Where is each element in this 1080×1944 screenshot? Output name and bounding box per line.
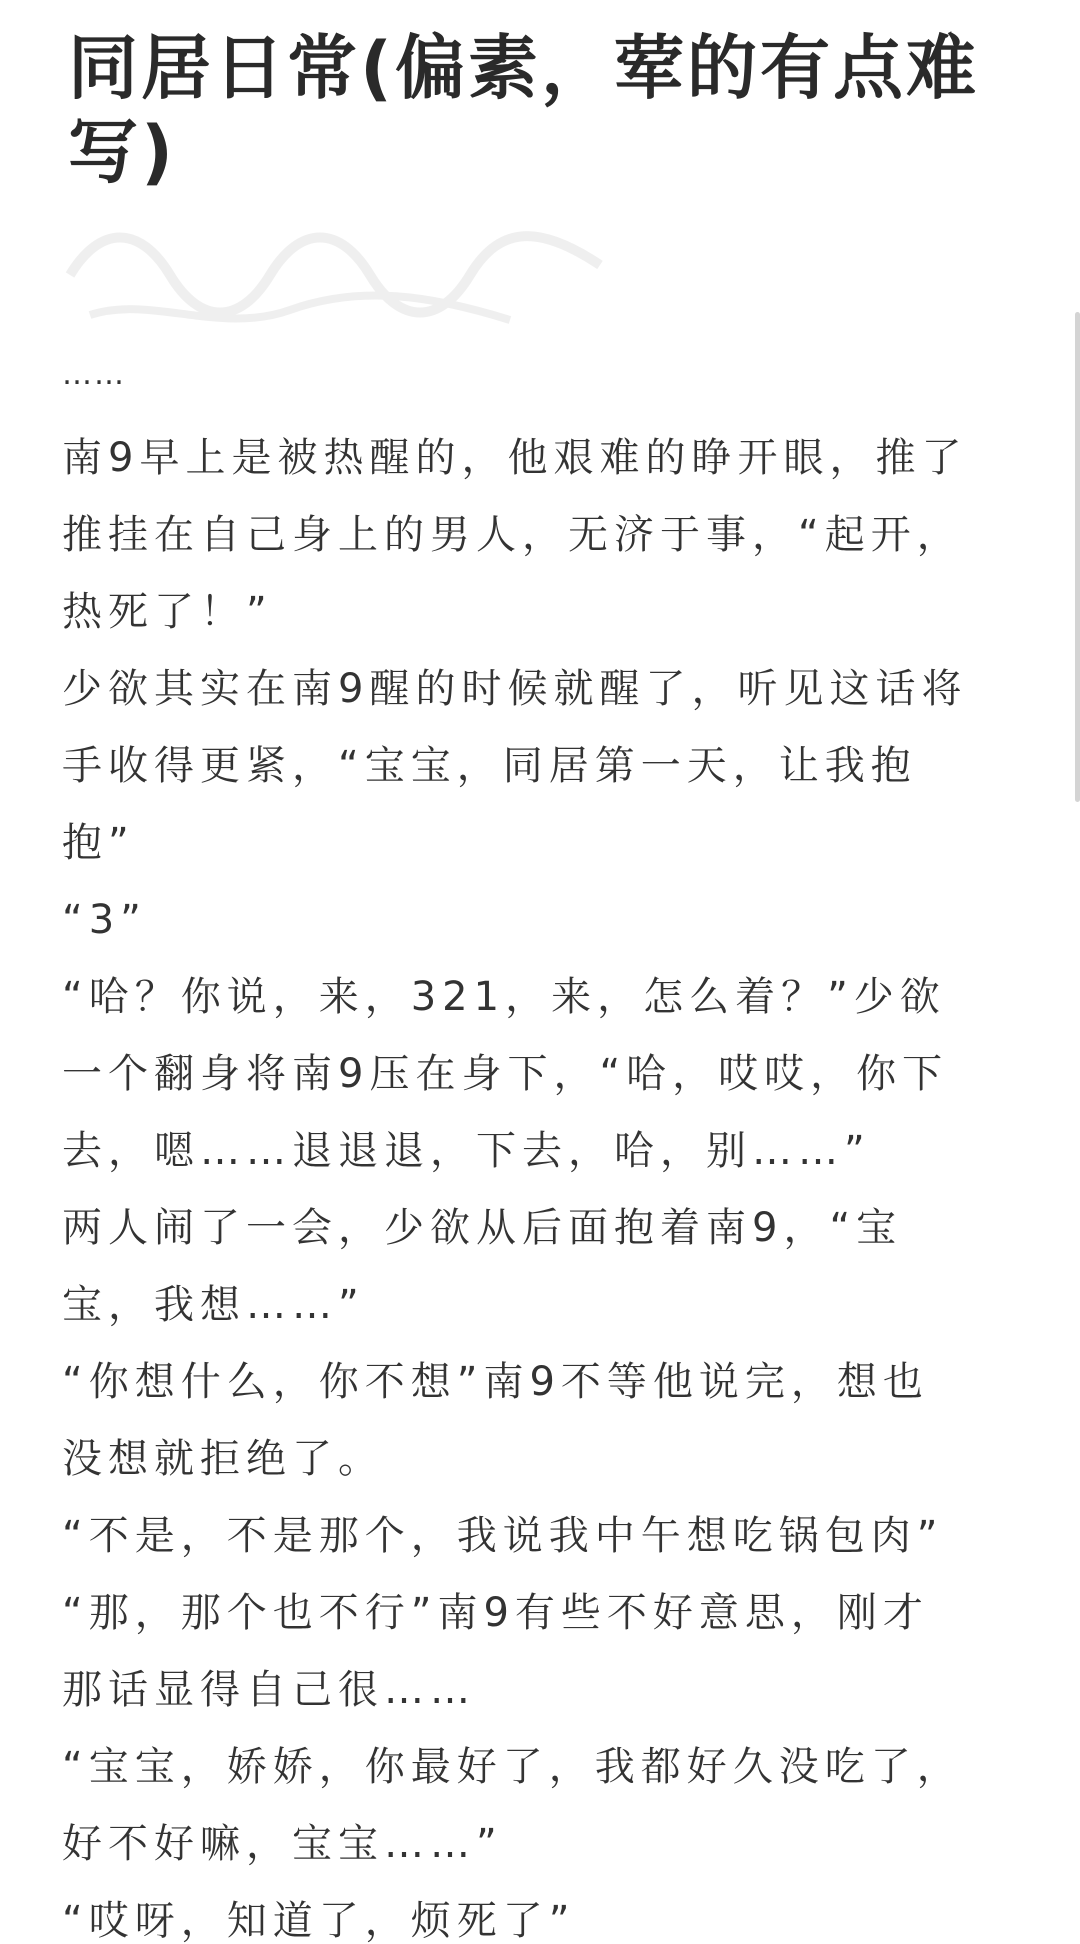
- text-line: 去，嗯……退退退，下去，哈，别……”: [62, 1128, 871, 1174]
- text-line: 那话显得自己很……: [62, 1667, 476, 1713]
- text-line: “3”: [62, 897, 147, 943]
- text-line: 抱”: [62, 820, 135, 866]
- text-line: 热死了！”: [62, 589, 273, 635]
- vertical-scrollbar[interactable]: [1072, 0, 1080, 1944]
- text-line: 宝，我想……”: [62, 1282, 365, 1328]
- text-line: “宝宝，娇娇，你最好了，我都好久没吃了，: [62, 1744, 963, 1790]
- article-body: [62, 350, 1010, 1944]
- text-line: 两人闹了一会，少欲从后面抱着南9，“宝: [62, 1205, 903, 1251]
- text-line: 少欲其实在南9醒的时候就醒了，听见这话将: [62, 666, 968, 712]
- page-title: 同居日常(偏素，荤的有点难写): [68, 27, 979, 193]
- text-line: 南9早上是被热醒的，他艰难的睁开眼，推了: [62, 435, 968, 481]
- text-line: 推挂在自己身上的男人，无济于事，“起开，: [62, 512, 963, 558]
- scrollbar-thumb[interactable]: [1075, 312, 1080, 802]
- text-line: “那，那个也不行”南9有些不好意思，刚才: [62, 1590, 929, 1636]
- text-line: 好不好嘛，宝宝……”: [62, 1821, 503, 1867]
- text-line: “你想什么，你不想”南9不等他说完，想也: [62, 1359, 929, 1405]
- text-line: “哎呀，知道了，烦死了”: [62, 1898, 576, 1944]
- text-line: 手收得更紧，“宝宝，同居第一天，让我抱: [62, 743, 917, 789]
- text-line: 没想就拒绝了。: [62, 1436, 384, 1482]
- faded-watermark: [60, 205, 620, 345]
- text-line: ……: [62, 357, 126, 392]
- text-line: “不是，不是那个，我说我中午想吃锅包肉”: [62, 1513, 944, 1559]
- text-line: 一个翻身将南9压在身下，“哈，哎哎，你下: [62, 1051, 949, 1097]
- text-line: “哈？你说，来，321，来，怎么着？”少欲: [62, 974, 946, 1020]
